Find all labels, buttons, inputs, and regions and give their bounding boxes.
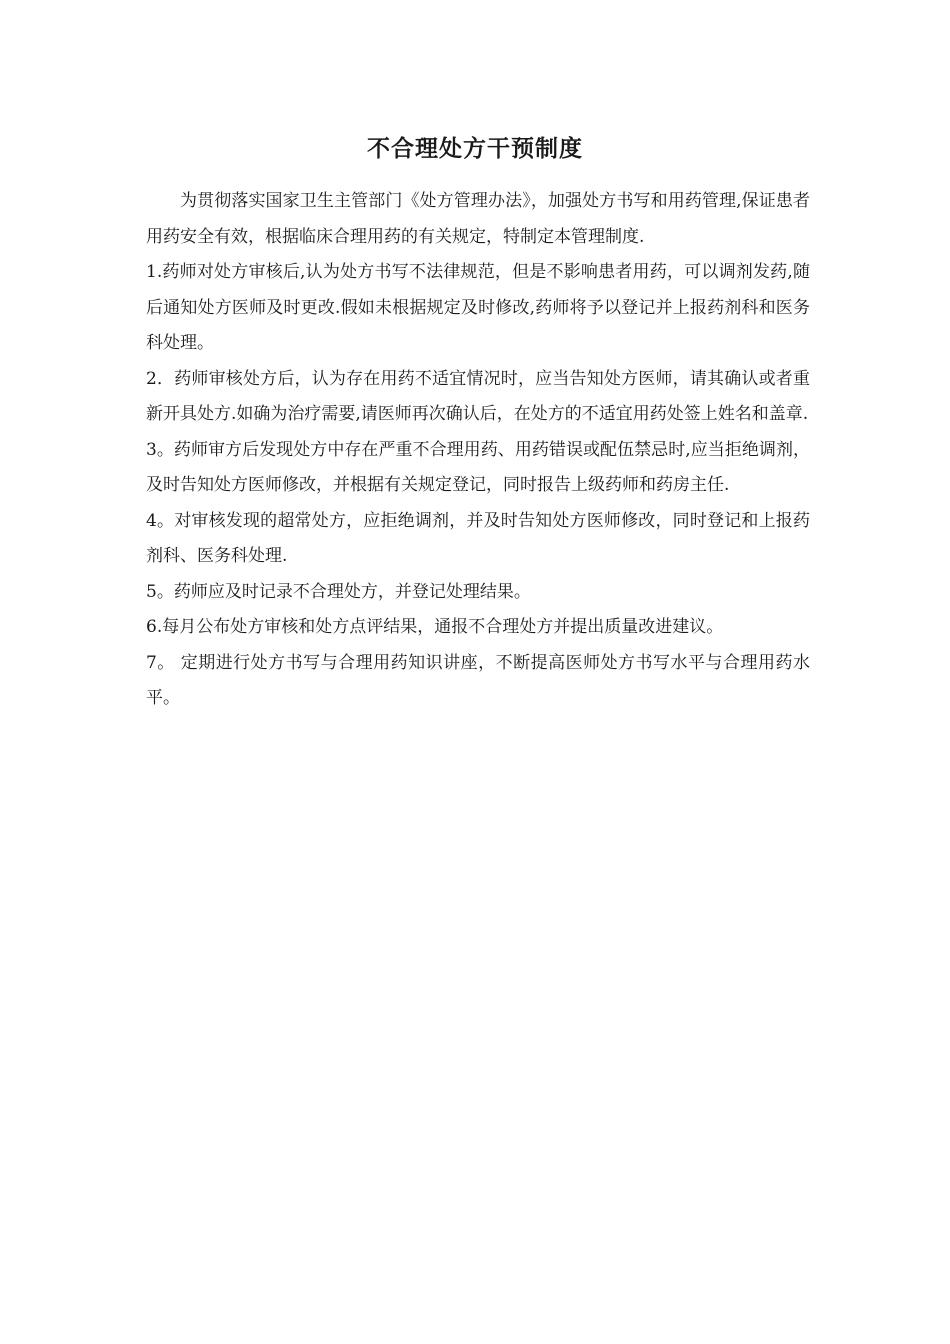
rule-item-3: 3。药师审方后发现处方中存在严重不合理用药、用药错误或配伍禁忌时,应当拒绝调剂，及时告知处方医师修改，并根据有关规定登记，同时报告上级药师和药房主任. [146,439,810,495]
document-title: 不合理处方干预制度 [367,135,583,162]
rule-item-1: 1.药师对处方审核后,认为处方书写不法律规范，但是不影响患者用药，可以调剂发药,随后通知处方医师及时更改.假如未根据规定及时修改,药师将予以登记并上报药剂科和医务科处理。 [146,262,810,353]
rule-item-6: 6.每月公布处方审核和处方点评结果，通报不合理处方并提出质量改进建议。 [146,617,724,637]
rule-item-2: 2．药师审核处方后，认为存在用药不适宜情况时，应当告知处方医师，请其确认或者重新开具处方.如确为治疗需要,请医师再次确认后，在处方的不适宜用药处签上姓名和盖章. [146,368,810,424]
rule-item-5: 5。药师应及时记录不合理处方，并登记处理结果。 [146,581,531,602]
document-body [146,184,810,717]
rule-item-4: 4。对审核发现的超常处方，应拒绝调剂，并及时告知处方医师修改，同时登记和上报药剂科、医务科处理. [146,510,810,566]
intro-paragraph: 为贯彻落实国家卫生主管部门《处方管理办法》，加强处方书写和用药管理,保证患者用药安全有效，根据临床合理用药的有关规定，特制定本管理制度. [146,191,810,247]
rule-item-7: 7。 定期进行处方书写与合理用药知识讲座，不断提高医师处方书写水平与合理用药水平。 [146,652,810,708]
